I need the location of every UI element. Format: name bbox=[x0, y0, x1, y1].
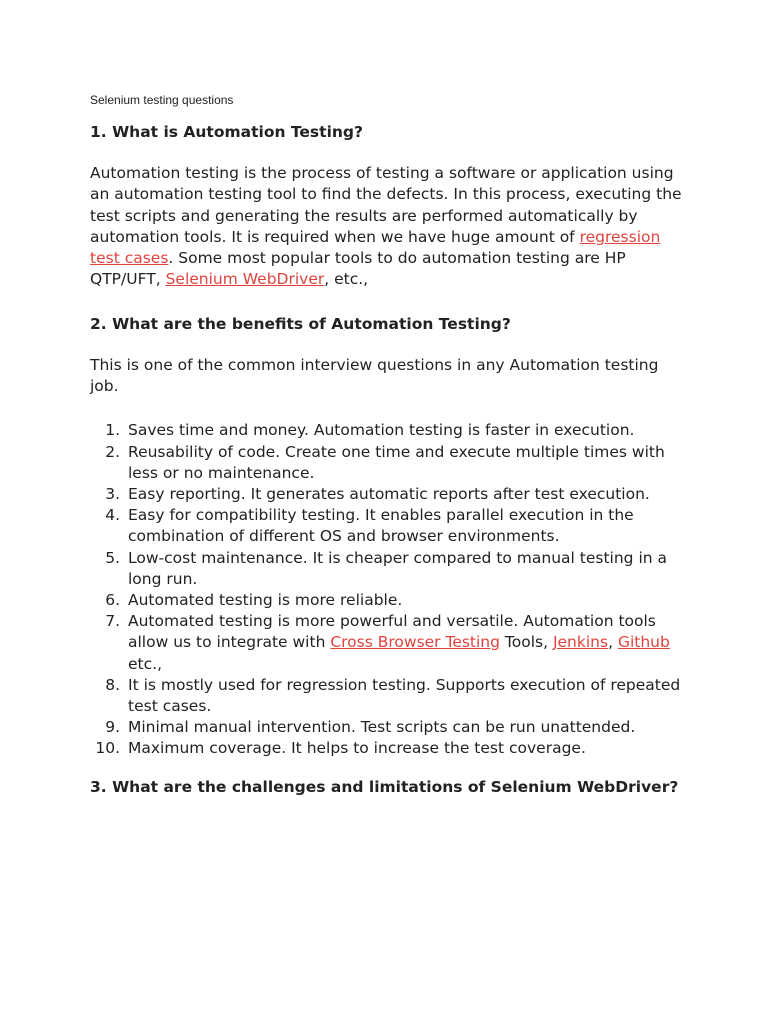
document-title: Selenium testing questions bbox=[90, 93, 234, 107]
item-number: 10. bbox=[95, 739, 120, 758]
list-item bbox=[90, 548, 690, 590]
list-item bbox=[90, 442, 690, 484]
answer-text: , etc., bbox=[324, 270, 369, 289]
item-number: 2. bbox=[105, 442, 120, 461]
regression-test-cases-link[interactable]: regression test cases bbox=[90, 227, 661, 268]
item-number: 9. bbox=[105, 718, 120, 737]
item-text: Minimal manual intervention. Test scripts can be run unattended. bbox=[128, 718, 636, 737]
item-text: Reusability of code. Create one time and execute multiple times with less or no maintenance. bbox=[128, 442, 665, 482]
item-text: , bbox=[608, 633, 618, 652]
item-text: Maximum coverage. It helps to increase the test coverage. bbox=[128, 739, 586, 758]
question-1-answer bbox=[90, 163, 690, 291]
item-text: Automated testing is more reliable. bbox=[128, 591, 403, 609]
list-item bbox=[90, 420, 690, 441]
item-text: Saves time and money. Automation testing is faster in execution. bbox=[128, 421, 635, 440]
item-number: 5. bbox=[105, 548, 120, 567]
item-number: 3. bbox=[105, 484, 120, 503]
item-text: Easy reporting. It generates automatic reports after test execution. bbox=[128, 484, 650, 503]
item-text: Low-cost maintenance. It is cheaper compared to manual testing in a long run. bbox=[128, 548, 667, 588]
document-page bbox=[90, 92, 690, 798]
item-text: It is mostly used for regression testing. Supports execution of repeated test cases. bbox=[128, 675, 681, 716]
question-1-heading: 1. What is Automation Testing? bbox=[90, 123, 363, 141]
question-3-heading: 3. What are the challenges and limitations of Selenium WebDriver? bbox=[90, 777, 679, 796]
list-item bbox=[90, 505, 690, 547]
list-item bbox=[90, 590, 690, 611]
list-item bbox=[90, 675, 690, 717]
item-number: 4. bbox=[105, 506, 120, 525]
list-item bbox=[90, 484, 690, 505]
answer-text: Automation testing is the process of testing a software or application using an automation testing tool to find the defects. In this process, executing the test scripts and generating the results are performed automatically by automation tools. It is required when we have huge amount of bbox=[90, 164, 682, 246]
item-number: 1. bbox=[105, 421, 120, 440]
list-item bbox=[90, 717, 690, 738]
github-link[interactable]: Github bbox=[617, 633, 670, 652]
item-text: Automated testing is more powerful and versatile. Automation tools allow us to integrate with bbox=[128, 612, 656, 652]
item-text: etc., bbox=[128, 654, 162, 673]
item-number: 6. bbox=[105, 591, 120, 609]
jenkins-link[interactable]: Jenkins bbox=[552, 633, 609, 652]
question-2-heading: 2. What are the benefits of Automation Testing? bbox=[90, 314, 511, 333]
cross-browser-testing-link[interactable]: Cross Browser Testing bbox=[330, 633, 500, 652]
item-number: 8. bbox=[105, 675, 120, 694]
benefits-list bbox=[90, 420, 690, 759]
answer-text: . Some most popular tools to do automation testing are HP QTP/UFT, bbox=[90, 249, 626, 289]
selenium-webdriver-link[interactable]: Selenium WebDriver bbox=[165, 270, 325, 289]
question-2-intro: This is one of the common interview questions in any Automation testing job. bbox=[90, 355, 659, 396]
item-text: Tools, bbox=[499, 633, 553, 652]
item-text: Easy for compatibility testing. It enables parallel execution in the combination of different OS and browser environments. bbox=[128, 506, 634, 546]
list-item bbox=[90, 738, 690, 759]
item-number: 7. bbox=[105, 612, 120, 631]
list-item bbox=[90, 611, 690, 675]
